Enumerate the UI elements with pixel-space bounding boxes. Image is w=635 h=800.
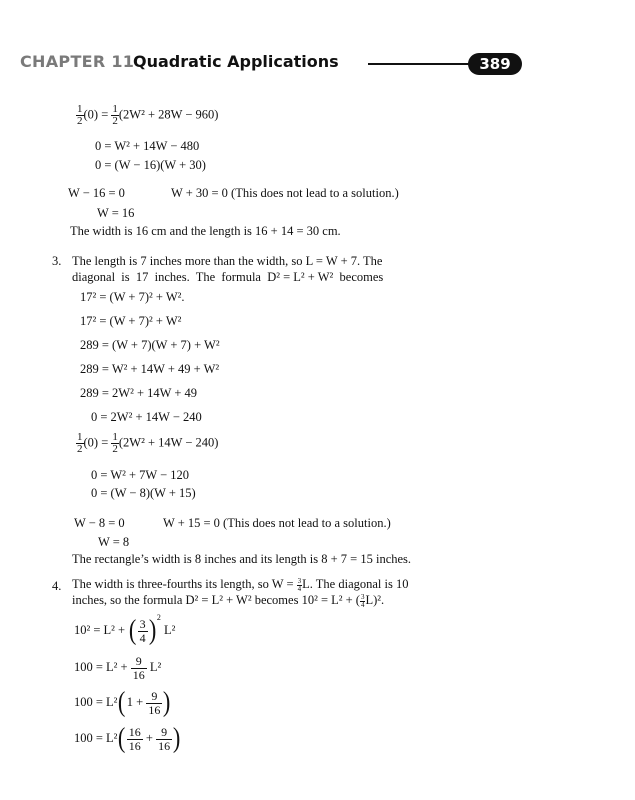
equation-line: 0 = 2W² + 14W − 240	[91, 410, 202, 424]
fraction-half: $\frac{1}{2}$	[112, 103, 118, 127]
solution-text: The width is 16 cm and the length is 16 + 14 = 30 cm.	[70, 224, 341, 238]
equation-line: 100 = L²( $\frac{16}{16}$ + $\frac{9}{16}$ )	[74, 723, 181, 755]
equation-line: W = 16	[97, 206, 135, 220]
fraction-half: $\frac{1}{2}$	[77, 431, 83, 455]
problem-text: The width is three-fourths its length, so W = $\frac{3}{4}$ L. The diagonal is 10	[72, 576, 409, 593]
equation-line: 289 = W² + 14W + 49 + W²	[80, 362, 220, 376]
equation-line: W − 16 = 0	[68, 186, 125, 200]
problem-text: inches, so the formula D² = L² + W² becomes 10² = L² + ( $\frac{3}{4}$ L)².	[72, 592, 385, 609]
chapter-label: CHAPTER 11	[20, 52, 135, 71]
fraction-nine-sixteenths: $\frac{9}{16}$	[148, 688, 161, 717]
chapter-title: Quadratic Applications	[133, 52, 339, 71]
equation-line: $\frac{1}{2}$ (0) = $\frac{1}{2}$ (2W² + 28W − 960)	[77, 103, 219, 127]
fraction-sixteen-sixteenths: $\frac{16}{16}$	[128, 724, 141, 753]
fraction-three-fourths: $\frac{3}{4}$	[139, 616, 146, 645]
fraction-nine-sixteenths: $\frac{9}{16}$	[132, 653, 145, 682]
equation-line: $\frac{1}{2}$ (0) = $\frac{1}{2}$ (2W² + 14W − 240)	[77, 431, 219, 455]
page-number-badge: 389	[468, 53, 522, 75]
fraction-half: $\frac{1}{2}$	[112, 431, 118, 455]
equation-line: 10² = L² + ( $\frac{3}{4}$ )$^2$ L²	[74, 613, 176, 647]
problem-number: 3.	[52, 254, 62, 268]
equation-line: 289 = (W + 7)(W + 7) + W²	[80, 338, 220, 352]
page-header	[0, 50, 635, 76]
problem-text: diagonal is 17 inches. The formula D² = L² + W² becomes	[72, 270, 384, 284]
equation-line: 0 = W² + 7W − 120	[91, 468, 190, 482]
equation-line: W + 15 = 0 (This does not lead to a solution.)	[163, 516, 391, 530]
equation-line: 17² = (W + 7)² + W².	[80, 290, 185, 304]
solution-text: The rectangle’s width is 8 inches and its length is 8 + 7 = 15 inches.	[72, 552, 412, 566]
problem-number: 4.	[52, 579, 62, 593]
equation-line: 100 = L²(1 + $\frac{9}{16}$ )	[74, 687, 171, 719]
equation-line: W − 8 = 0	[74, 516, 125, 530]
equation-line: W + 30 = 0 (This does not lead to a solution.)	[171, 186, 399, 200]
fraction-half: $\frac{1}{2}$	[77, 103, 83, 127]
fraction-three-fourths: $\frac{3}{4}$	[360, 592, 365, 609]
equation-line: W = 8	[98, 535, 130, 549]
equation-line: 100 = L² + $\frac{9}{16}$ L²	[74, 653, 162, 682]
equation-line: 0 = (W − 8)(W + 15)	[91, 486, 196, 500]
equation-line: 0 = W² + 14W − 480	[95, 139, 200, 153]
fraction-nine-sixteenths: $\frac{9}{16}$	[158, 724, 171, 753]
problem-text: The length is 7 inches more than the width, so L = W + 7. The	[72, 254, 383, 268]
equation-line: 289 = 2W² + 14W + 49	[80, 386, 198, 400]
equation-line: 17² = (W + 7)² + W²	[80, 314, 182, 328]
equation-line: 0 = (W − 16)(W + 30)	[95, 158, 206, 172]
fraction-three-fourths: $\frac{3}{4}$	[297, 576, 302, 593]
